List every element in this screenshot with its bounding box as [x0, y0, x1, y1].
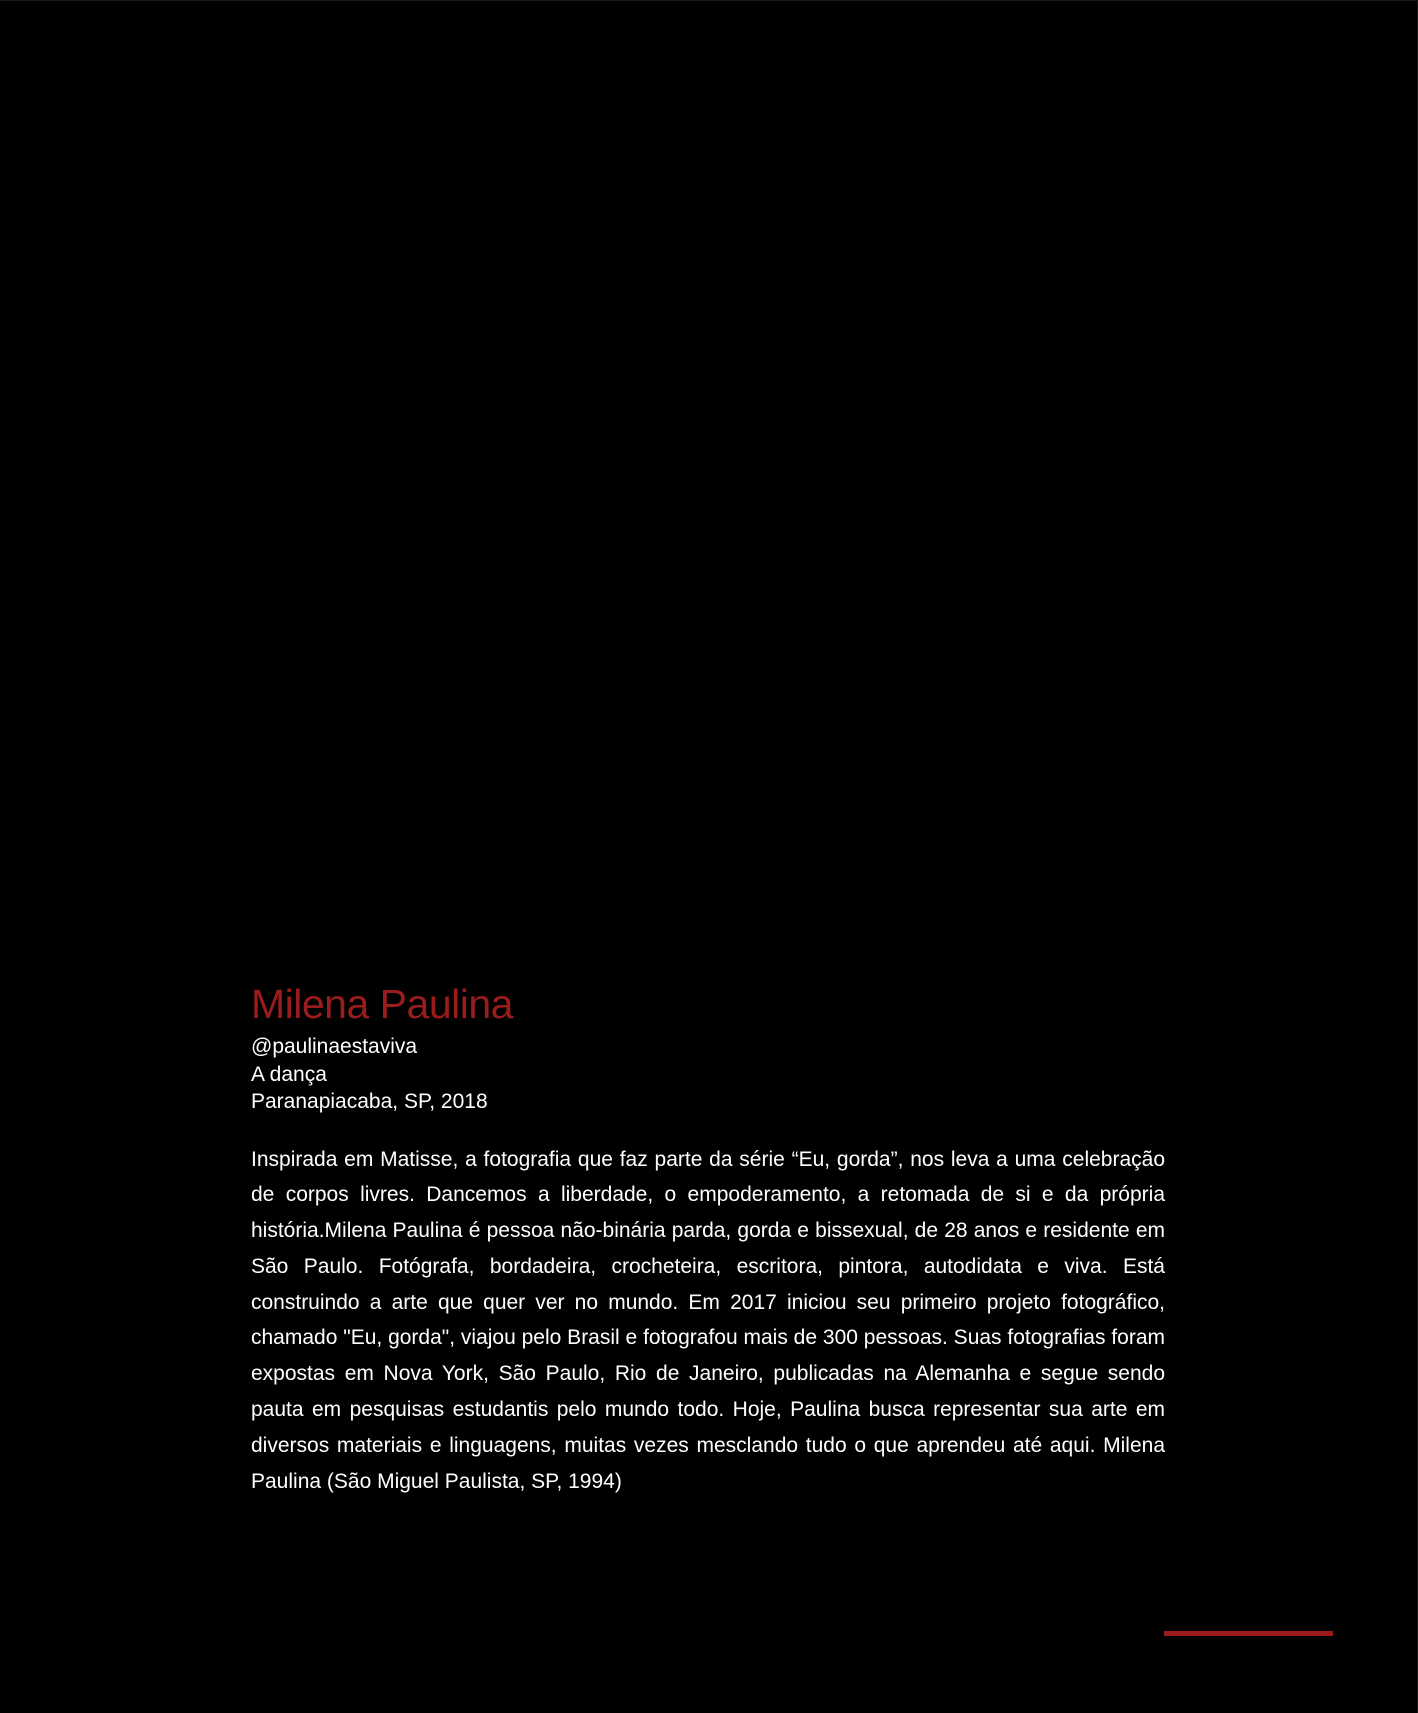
artwork-caption	[251, 979, 1165, 1499]
accent-rule	[1164, 1631, 1333, 1636]
artwork-meta	[251, 1033, 1165, 1116]
work-title: A dança	[251, 1062, 327, 1086]
artist-handle: @paulinaestaviva	[251, 1035, 418, 1058]
artist-name: Milena Paulina	[251, 981, 513, 1027]
location-year: Paranapiacaba, SP, 2018	[251, 1090, 488, 1113]
artist-bio: Inspirada em Matisse, a fotografia que faz parte da série “Eu, gorda”, nos leva a uma celebração de corpos livres. Dancemos a liberdade, o empoderamento, a retomada de si e da própria história.Milena Paulina é pessoa não-binária parda, gorda e bissexual, de 28 anos e residente em São Paulo. Fotógrafa, bordadeira, crocheteira, escritora, pintora, autodidata e viva. Está construindo a arte que quer ver no mundo. Em 2017 iniciou seu primeiro projeto fotográfico, chamado "Eu, gorda", viajou pelo Brasil e fotografou mais de 300 pessoas. Suas fotografias foram expostas em Nova York, São Paulo, Rio de Janeiro, publicadas na Alemanha e segue sendo pauta em pesquisas estudantis pelo mundo todo. Hoje, Paulina busca representar sua arte em diversos materiais e linguagens, muitas vezes mesclando tudo o que aprendeu até aqui. Milena Paulina (São Miguel Paulista, SP, 1994)	[251, 1147, 1165, 1493]
